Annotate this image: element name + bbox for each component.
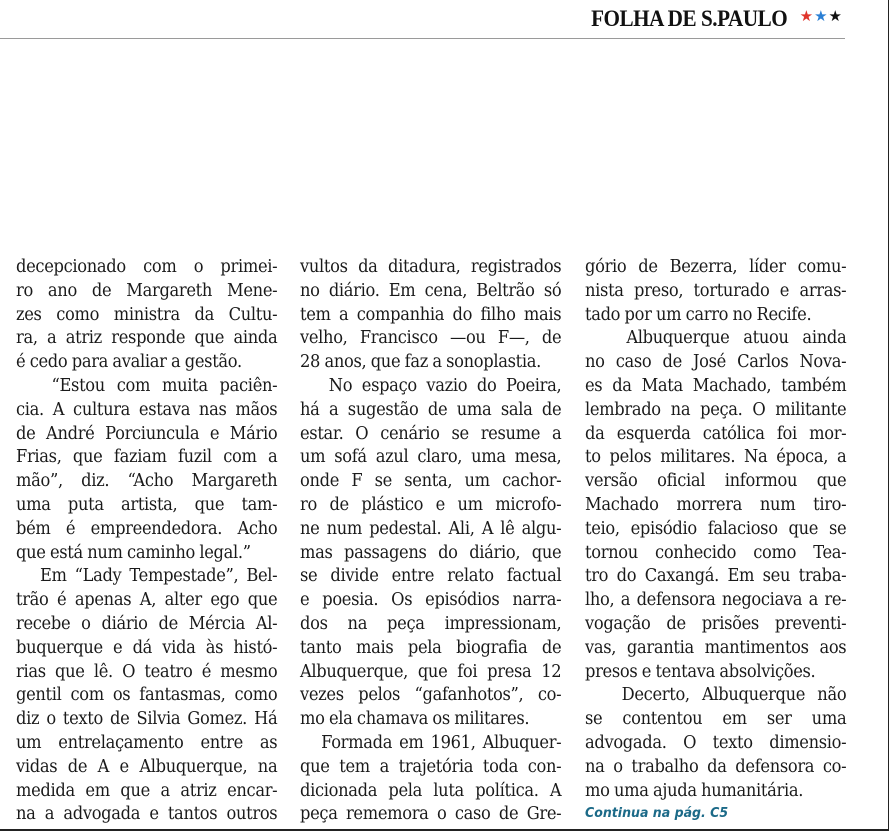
text-line: bém é empreendedora. Acho [16,518,278,539]
text-line: Albuquerque, que foi presa 12 [300,661,562,682]
text-line: dos na peça impressionam, [300,613,562,634]
text-line: no caso de José Carlos Nova- [585,352,847,373]
text-line: Albuquerque atuou ainda [585,328,847,349]
text-line: rias que lê. O teatro é mesmo [16,661,278,682]
text-line: um entrelaçamento entre as [16,732,278,753]
text-line: mão”, diz. “Acho Margareth [16,471,278,492]
text-line: gório de Bezerra, líder comu- [585,257,847,277]
newspaper-logo: FOLHA DE S.PAULO [590,6,787,31]
text-line: da esquerda católica foi mor- [585,423,847,444]
text-line: Em “Lady Tempestade”, Bel- [16,566,278,587]
text-line: diz o texto de Silvia Gomez. Há [16,709,278,730]
text-line: Formada em 1961, Albuquer- [300,732,562,753]
text-line: “Estou com muita paciên- [16,375,278,396]
text-line: vidas de A e Albuquerque, na [16,756,278,777]
text-line: presos e tentava absolvições. [585,661,816,682]
text-line: estar. O cenário se resume a [300,423,562,444]
text-line: recebe o diário de Mércia Al- [16,613,278,634]
text-line: tro do Caxangá. Em seu traba- [585,566,847,587]
text-line: tornou conhecido como Tea- [585,542,847,563]
text-line: tado por um carro no Recife. [585,304,812,325]
text-line: é cedo para avaliar a gestão. [16,352,242,373]
black-star-icon: ★ [828,7,843,25]
text-line: mo ela chamava os militares. [300,709,530,730]
text-line: Decerto, Albuquerque não [585,685,847,706]
text-line: gentil com os fantasmas, como [16,685,278,706]
text-line: uma puta artista, que tam- [16,494,278,515]
text-line: mas passagens do diário, que [300,542,562,563]
text-line: peça rememora o caso de Gre- [300,804,562,825]
text-line: medida em que a atriz encar- [16,780,278,801]
text-line: zes como ministra da Cultu- [16,304,278,325]
masthead [0,0,889,38]
text-line: há a sugestão de uma sala de [300,399,562,420]
article-column-1 [16,256,278,827]
text-line: vultos da ditadura, registrados [300,257,562,277]
text-line: No espaço vazio do Poeira, [300,375,562,396]
text-line: ne num pedestal. Ali, A lê algu- [300,518,562,539]
text-line: versão oficial informou que [585,471,847,492]
text-line: vas, garantia mantimentos aos [585,637,847,658]
text-line: mo uma ajuda humanitária. [585,780,804,801]
text-line: lho, a defensora negociava a re- [585,590,847,611]
text-line: velho, Francisco —ou F—, de [300,328,562,349]
text-line: na o trabalho da defensora co- [585,756,847,777]
text-line: nista preso, torturado e arras- [585,280,847,301]
text-line: trão é apenas A, alter ego que [16,590,278,611]
text-line: decepcionado com o primei- [16,257,278,277]
text-line: no diário. Em cena, Beltrão só [300,280,562,301]
text-line: de André Porciuncula e Mário [16,423,278,444]
text-line: teio, episódio falacioso que se [585,518,847,539]
blue-star-icon: ★ [814,7,829,25]
article-column-3 [585,256,847,821]
text-line: ro de plástico e um microfo- [300,494,562,515]
text-line: tanto mais pela biografia de [300,637,562,658]
header-divider [0,38,845,39]
text-line: 28 anos, que faz a sonoplastia. [300,352,541,373]
text-line: ra, a atriz responde que ainda [16,328,278,349]
text-line: onde F se senta, um cachor- [300,471,562,492]
text-line: que tem a trajetória toda con- [300,756,562,777]
text-line: cia. A cultura estava nas mãos [16,399,278,420]
text-line: ro ano de Margareth Mene- [16,280,278,301]
text-line: dicionada pela luta política. A [300,780,562,801]
text-line: to pelos militares. Na época, a [585,447,847,468]
text-line: es da Mata Machado, também [585,375,847,396]
red-star-icon: ★ [799,7,815,25]
text-line: lembrado na peça. O militante [585,399,847,420]
continuation-note: Continua na pág. C5 [585,805,729,822]
text-line: um sofá azul claro, uma mesa, [300,447,562,468]
text-line: vogação de prisões preventi- [585,613,847,634]
text-line: na a advogada e tantos outros [16,804,278,825]
text-line: e poesia. Os episódios narra- [300,590,562,611]
text-line: tem a companhia do filho mais [300,304,562,325]
text-line: se divide entre relato factual [300,566,562,587]
text-line: Machado morrera num tiro- [585,494,847,515]
text-line: se contentou em ser uma [585,709,847,730]
text-line: advogada. O texto dimensio- [585,732,847,753]
article-column-2 [300,256,562,827]
text-line: Frias, que faziam fuzil com a [16,447,278,468]
text-line: que está num caminho legal.” [16,542,251,563]
text-line: vezes pelos “gafanhotos”, co- [300,685,562,706]
text-line: buquerque e dá vida às histó- [16,637,278,658]
masthead-stars [800,7,843,25]
